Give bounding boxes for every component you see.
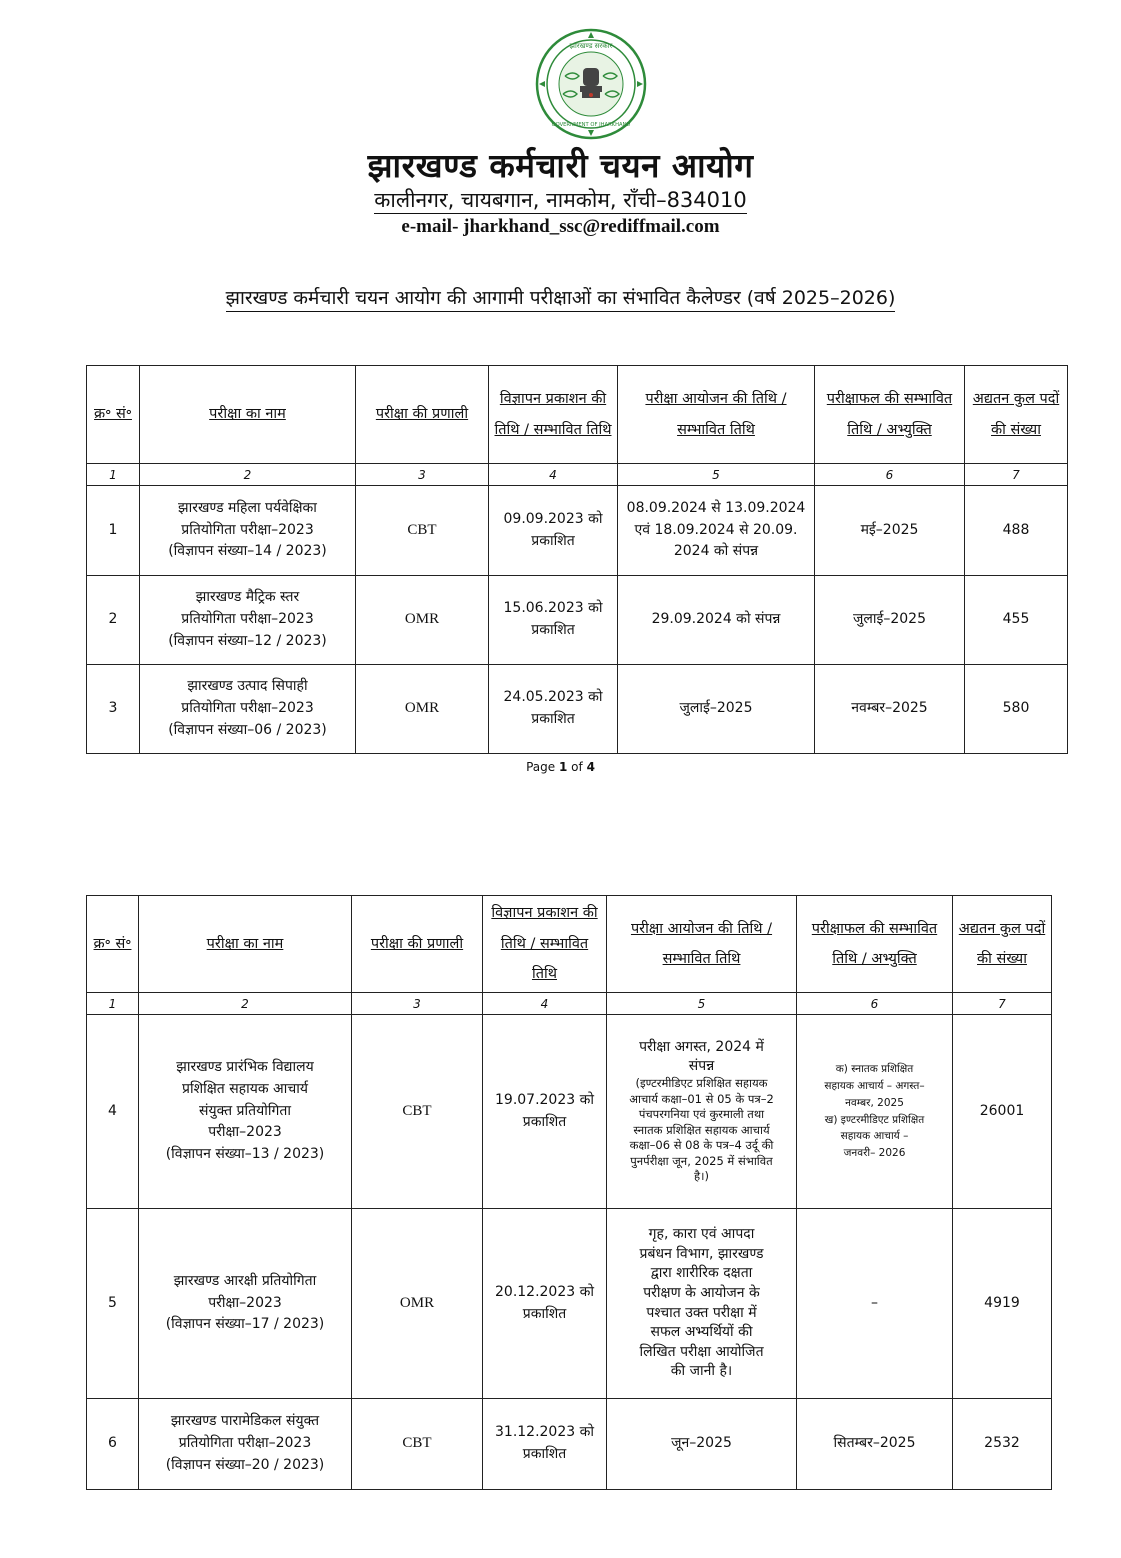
col-number: 7: [953, 993, 1052, 1015]
row-ad-date: 20.12.2023 को प्रकाशित: [483, 1209, 607, 1399]
row-ad-date: 31.12.2023 को प्रकाशित: [483, 1399, 607, 1490]
row-exam-name: झारखण्ड प्रारंभिक विद्यालय प्रशिक्षित सहायक आचार्य संयुक्त प्रतियोगिता परीक्षा–2023 (विज्ञापन संख्या–13 / 2023): [139, 1015, 352, 1209]
col-number: 6: [797, 993, 953, 1015]
table-header-row: [87, 896, 1052, 993]
row-sn: 3: [87, 665, 140, 754]
government-emblem-seal: [535, 28, 647, 140]
page-current: 1: [558, 760, 568, 774]
row-exam-date: जून–2025: [607, 1399, 797, 1490]
col-number: 7: [965, 464, 1068, 486]
page-footer: [0, 760, 1121, 774]
col-header-result-date: परीक्षाफल की सम्भावित तिथि / अभ्युक्ति: [815, 366, 965, 464]
row-exam-date: 29.09.2024 को संपन्न: [618, 576, 815, 665]
row-exam-name: झारखण्ड पारामेडिकल संयुक्त प्रतियोगिता परीक्षा–2023 (विज्ञापन संख्या–20 / 2023): [139, 1399, 352, 1490]
table-row: [87, 665, 1068, 754]
exam-calendar-table-page-2: [86, 895, 1052, 1490]
col-number: 4: [489, 464, 618, 486]
row-exam-date: 08.09.2024 से 13.09.2024 एवं 18.09.2024 से 20.09. 2024 को संपन्न: [618, 486, 815, 576]
col-number: 2: [140, 464, 356, 486]
row-result: जुलाई–2025: [815, 576, 965, 665]
row-posts: 455: [965, 576, 1068, 665]
row-mode: OMR: [356, 665, 489, 754]
col-header-exam-name: परीक्षा का नाम: [140, 366, 356, 464]
exam-calendar-table-page-1: [86, 365, 1068, 754]
row-mode: OMR: [356, 576, 489, 665]
page-of: of: [571, 760, 583, 774]
row-mode: CBT: [356, 486, 489, 576]
table-row: [87, 1015, 1052, 1209]
row-exam-name: झारखण्ड महिला पर्यवेक्षिका प्रतियोगिता परीक्षा–2023 (विज्ञापन संख्या–14 / 2023): [140, 486, 356, 576]
col-header-posts: अद्यतन कुल पदों की संख्या: [953, 896, 1052, 993]
col-number: 4: [483, 993, 607, 1015]
row-result: मई–2025: [815, 486, 965, 576]
col-number: 2: [139, 993, 352, 1015]
row-exam-name: झारखण्ड मैट्रिक स्तर प्रतियोगिता परीक्षा–2023 (विज्ञापन संख्या–12 / 2023): [140, 576, 356, 665]
col-number: 3: [356, 464, 489, 486]
col-header-mode: परीक्षा की प्रणाली: [352, 896, 483, 993]
row-mode: CBT: [352, 1015, 483, 1209]
row-sn: 2: [87, 576, 140, 665]
row-ad-date: 24.05.2023 को प्रकाशित: [489, 665, 618, 754]
col-number: 5: [607, 993, 797, 1015]
col-header-ad-date: विज्ञापन प्रकाशन की तिथि / सम्भावित तिथि: [489, 366, 618, 464]
row-exam-date: जुलाई–2025: [618, 665, 815, 754]
col-number: 3: [352, 993, 483, 1015]
row-mode: OMR: [352, 1209, 483, 1399]
row-mode: CBT: [352, 1399, 483, 1490]
table-header-row: [87, 366, 1068, 464]
row-sn: 4: [87, 1015, 139, 1209]
row-exam-date: गृह, कारा एवं आपदा प्रबंधन विभाग, झारखण्ड द्वारा शारीरिक दक्षता परीक्षण के आयोजन के पश्चात उक्त परीक्षा में सफल अभ्यर्थियों की लिखित परीक्षा आयोजित की जानी है।: [607, 1209, 797, 1399]
organization-address-row: [0, 186, 1121, 214]
col-header-exam-name: परीक्षा का नाम: [139, 896, 352, 993]
col-header-result-date: परीक्षाफल की सम्भावित तिथि / अभ्युक्ति: [797, 896, 953, 993]
row-exam-name: झारखण्ड आरक्षी प्रतियोगिता परीक्षा–2023 (विज्ञापन संख्या–17 / 2023): [139, 1209, 352, 1399]
col-header-exam-date: परीक्षा आयोजन की तिथि / सम्भावित तिथि: [607, 896, 797, 993]
page-total: 4: [586, 760, 595, 774]
row-posts: 488: [965, 486, 1068, 576]
row-result: क) स्नातक प्रशिक्षित सहायक आचार्य – अगस्त– नवम्बर, 2025 ख) इण्टरमीडिएट प्रशिक्षित सहायक आचार्य – जनवरी– 2026: [797, 1015, 953, 1209]
row-ad-date: 15.06.2023 को प्रकाशित: [489, 576, 618, 665]
col-header-sn: क्र॰ सं॰: [87, 896, 139, 993]
row-result: नवम्बर–2025: [815, 665, 965, 754]
column-number-row: [87, 993, 1052, 1015]
calendar-title: झारखण्ड कर्मचारी चयन आयोग की आगामी परीक्षाओं का संभावित कैलेण्डर (वर्ष 2025–2026): [226, 287, 896, 312]
col-number: 6: [815, 464, 965, 486]
page-label: Page: [526, 760, 556, 774]
row-exam-date: परीक्षा अगस्त, 2024 में संपन्न (इण्टरमीडिएट प्रशिक्षित सहायक आचार्य कक्षा–01 से 05 के पत्र–2 पंचपरगनिया एवं कुरमाली तथा स्नातक प्रशिक्षित सहायक आचार्य कक्षा–06 से 08 के पत्र–4 उर्दू की पुनर्परीक्षा जून, 2025 में संभावित है।): [607, 1015, 797, 1209]
table-row: [87, 1399, 1052, 1490]
row-sn: 5: [87, 1209, 139, 1399]
organization-address: कालीनगर, चायबगान, नामकोम, राँची–834010: [374, 188, 747, 212]
table-row: [87, 486, 1068, 576]
emblem-text-bottom: GOVERNMENT OF JHARKHAND: [551, 122, 631, 128]
organization-email: e-mail- jharkhand_ssc@rediffmail.com: [401, 216, 720, 237]
organization-title: झारखण्ड कर्मचारी चयन आयोग: [367, 146, 754, 185]
row-exam-name: झारखण्ड उत्पाद सिपाही प्रतियोगिता परीक्षा–2023 (विज्ञापन संख्या–06 / 2023): [140, 665, 356, 754]
row-ad-date: 09.09.2023 को प्रकाशित: [489, 486, 618, 576]
col-header-mode: परीक्षा की प्रणाली: [356, 366, 489, 464]
row-posts: 26001: [953, 1015, 1052, 1209]
col-header-ad-date: विज्ञापन प्रकाशन की तिथि / सम्भावित तिथि: [483, 896, 607, 993]
column-number-row: [87, 464, 1068, 486]
row-posts: 580: [965, 665, 1068, 754]
row-sn: 6: [87, 1399, 139, 1490]
row-posts: 2532: [953, 1399, 1052, 1490]
col-number: 1: [87, 993, 139, 1015]
emblem-text-top: झारखण्ड सरकार: [569, 42, 613, 50]
col-header-posts: अद्यतन कुल पदों की संख्या: [965, 366, 1068, 464]
row-result: –: [797, 1209, 953, 1399]
col-number: 1: [87, 464, 140, 486]
col-header-exam-date: परीक्षा आयोजन की तिथि / सम्भावित तिथि: [618, 366, 815, 464]
col-number: 5: [618, 464, 815, 486]
table-row: [87, 1209, 1052, 1399]
row-ad-date: 19.07.2023 को प्रकाशित: [483, 1015, 607, 1209]
table-row: [87, 576, 1068, 665]
col-header-sn: क्र॰ सं॰: [87, 366, 140, 464]
row-result: सितम्बर–2025: [797, 1399, 953, 1490]
row-sn: 1: [87, 486, 140, 576]
row-posts: 4919: [953, 1209, 1052, 1399]
calendar-title-row: [0, 284, 1121, 310]
